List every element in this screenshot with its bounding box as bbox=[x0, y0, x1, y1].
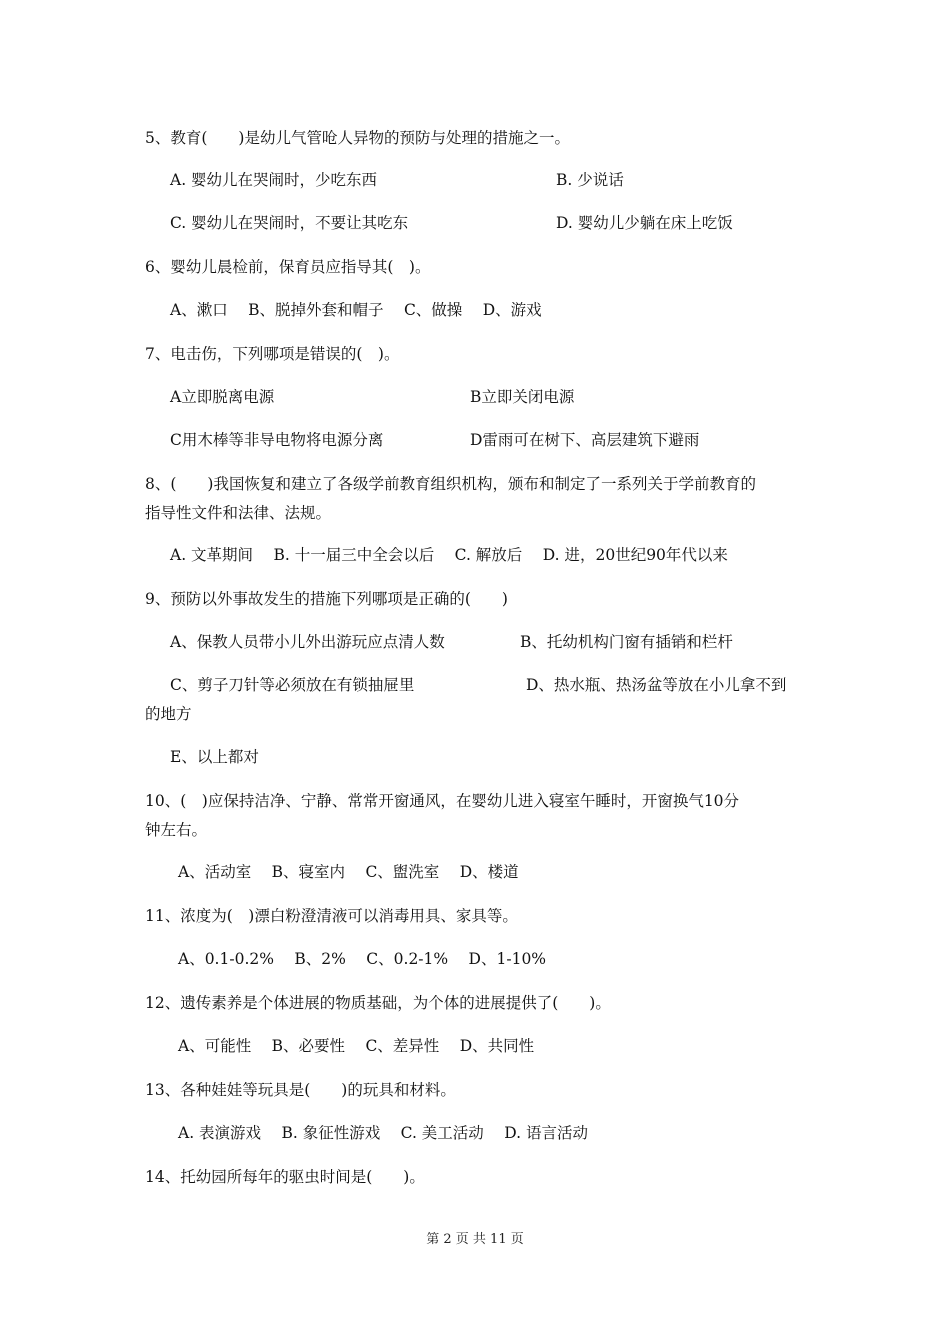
question-5-stem: 5、教育( )是幼儿气管呛人异物的预防与处理的措施之一。 bbox=[145, 129, 570, 147]
question-9-option-a: A、保教人员带小儿外出游玩应点清人数 bbox=[170, 633, 445, 651]
question-8-stem-line-1: 8、( )我国恢复和建立了各级学前教育组织机构，颁布和制定了一系列关于学前教育的 bbox=[145, 475, 756, 493]
question-11-stem: 11、浓度为( )漂白粉澄清液可以消毒用具、家具等。 bbox=[145, 907, 518, 925]
question-5-option-a: A. 婴幼儿在哭闹时，少吃东西 bbox=[170, 171, 378, 189]
question-7-option-c: C用木棒等非导电物将电源分离 bbox=[170, 431, 384, 449]
question-9-option-c: C、剪子刀针等必须放在有锁抽屉里 bbox=[170, 676, 415, 694]
question-5-option-d: D. 婴幼儿少躺在床上吃饭 bbox=[556, 214, 733, 232]
question-8-options: A. 文革期间 B. 十一届三中全会以后 C. 解放后 D. 进，20世纪90年代以来 bbox=[170, 546, 728, 564]
question-7-option-b: B立即关闭电源 bbox=[470, 388, 575, 406]
question-9-option-e: E、以上都对 bbox=[170, 748, 259, 766]
question-5-option-b: B. 少说话 bbox=[556, 171, 624, 189]
question-12-stem: 12、遗传素养是个体进展的物质基础，为个体的进展提供了( )。 bbox=[145, 994, 611, 1012]
question-12-options: A、可能性 B、必要性 C、差异性 D、共同性 bbox=[178, 1037, 535, 1055]
question-6-stem: 6、婴幼儿晨检前，保育员应指导其( )。 bbox=[145, 258, 431, 276]
question-10-stem-line-1: 10、( )应保持洁净、宁静、常常开窗通风，在婴幼儿进入寝室午睡时，开窗换气10分 bbox=[145, 792, 740, 810]
question-8-stem-line-2: 指导性文件和法律、法规。 bbox=[145, 504, 332, 522]
page-number: 第 2 页 共 11 页 bbox=[426, 1232, 524, 1247]
question-9-option-d-line-2: 的地方 bbox=[145, 705, 192, 723]
question-10-stem-line-2: 钟左右。 bbox=[145, 821, 208, 839]
question-14-stem: 14、托幼园所每年的驱虫时间是( )。 bbox=[145, 1168, 425, 1186]
question-13-options: A. 表演游戏 B. 象征性游戏 C. 美工活动 D. 语言活动 bbox=[178, 1124, 588, 1142]
question-10-options: A、活动室 B、寝室内 C、盥洗室 D、楼道 bbox=[178, 863, 519, 881]
question-9-option-b: B、托幼机构门窗有插销和栏杆 bbox=[520, 633, 733, 651]
question-7-stem: 7、电击伤，下列哪项是错误的( )。 bbox=[145, 345, 400, 363]
question-7-option-a: A立即脱离电源 bbox=[170, 388, 275, 406]
question-7-option-d: D雷雨可在树下、高层建筑下避雨 bbox=[470, 431, 700, 449]
question-5-option-c: C. 婴幼儿在哭闹时，不要让其吃东 bbox=[170, 214, 409, 232]
question-6-options: A、漱口 B、脱掉外套和帽子 C、做操 D、游戏 bbox=[170, 301, 542, 319]
question-9-option-d-line-1: D、热水瓶、热汤盆等放在小儿拿不到 bbox=[526, 676, 787, 694]
question-9-stem: 9、预防以外事故发生的措施下列哪项是正确的( ) bbox=[145, 590, 508, 608]
question-13-stem: 13、各种娃娃等玩具是( )的玩具和材料。 bbox=[145, 1081, 456, 1099]
question-11-options: A、0.1-0.2% B、2% C、0.2-1% D、1-10% bbox=[178, 950, 547, 968]
